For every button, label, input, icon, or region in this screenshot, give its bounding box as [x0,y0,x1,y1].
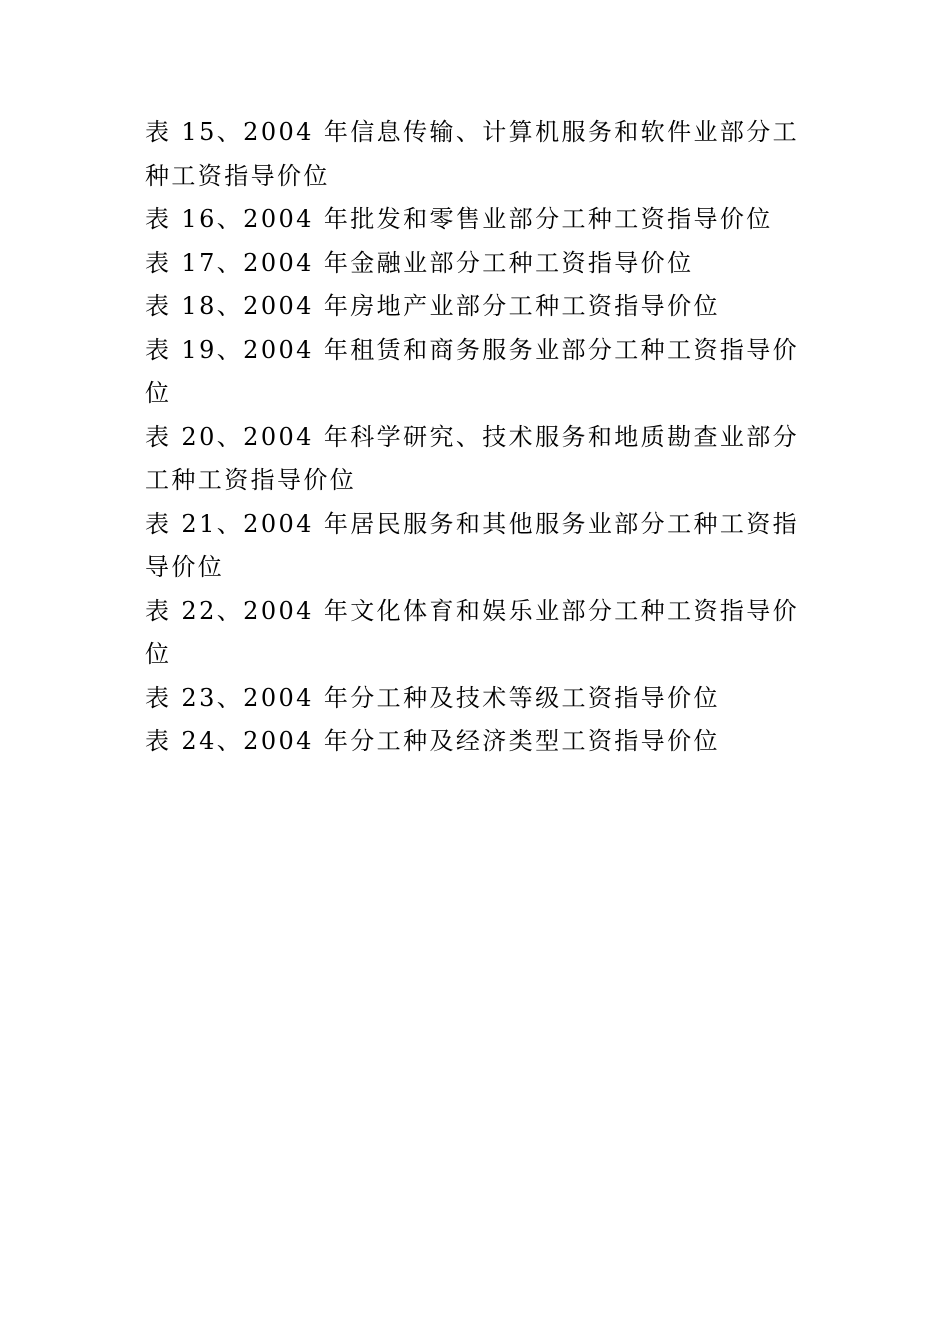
table-entry-20: 表 20、2004 年科学研究、技术服务和地质勘查业部分工种工资指导价位 [145,422,800,494]
table-entry-18: 表 18、2004 年房地产业部分工种工资指导价位 [145,292,720,320]
table-entry-16: 表 16、2004 年批发和零售业部分工种工资指导价位 [145,205,773,233]
table-entry-23: 表 23、2004 年分工种及技术等级工资指导价位 [145,683,720,712]
table-entry-15: 表 15、2004 年信息传输、计算机服务和软件业部分工种工资指导价位 [145,118,800,190]
table-entry-21: 表 21、2004 年居民服务和其他服务业部分工种工资指导价位 [145,509,800,581]
table-entry-19: 表 19、2004 年租赁和商务服务业部分工种工资指导价位 [145,335,800,407]
table-list [145,111,817,764]
table-entry-17: 表 17、2004 年金融业部分工种工资指导价位 [145,248,694,277]
table-entry-24: 表 24、2004 年分工种及经济类型工资指导价位 [145,727,720,755]
table-entry-22: 表 22、2004 年文化体育和娱乐业部分工种工资指导价位 [145,596,800,668]
